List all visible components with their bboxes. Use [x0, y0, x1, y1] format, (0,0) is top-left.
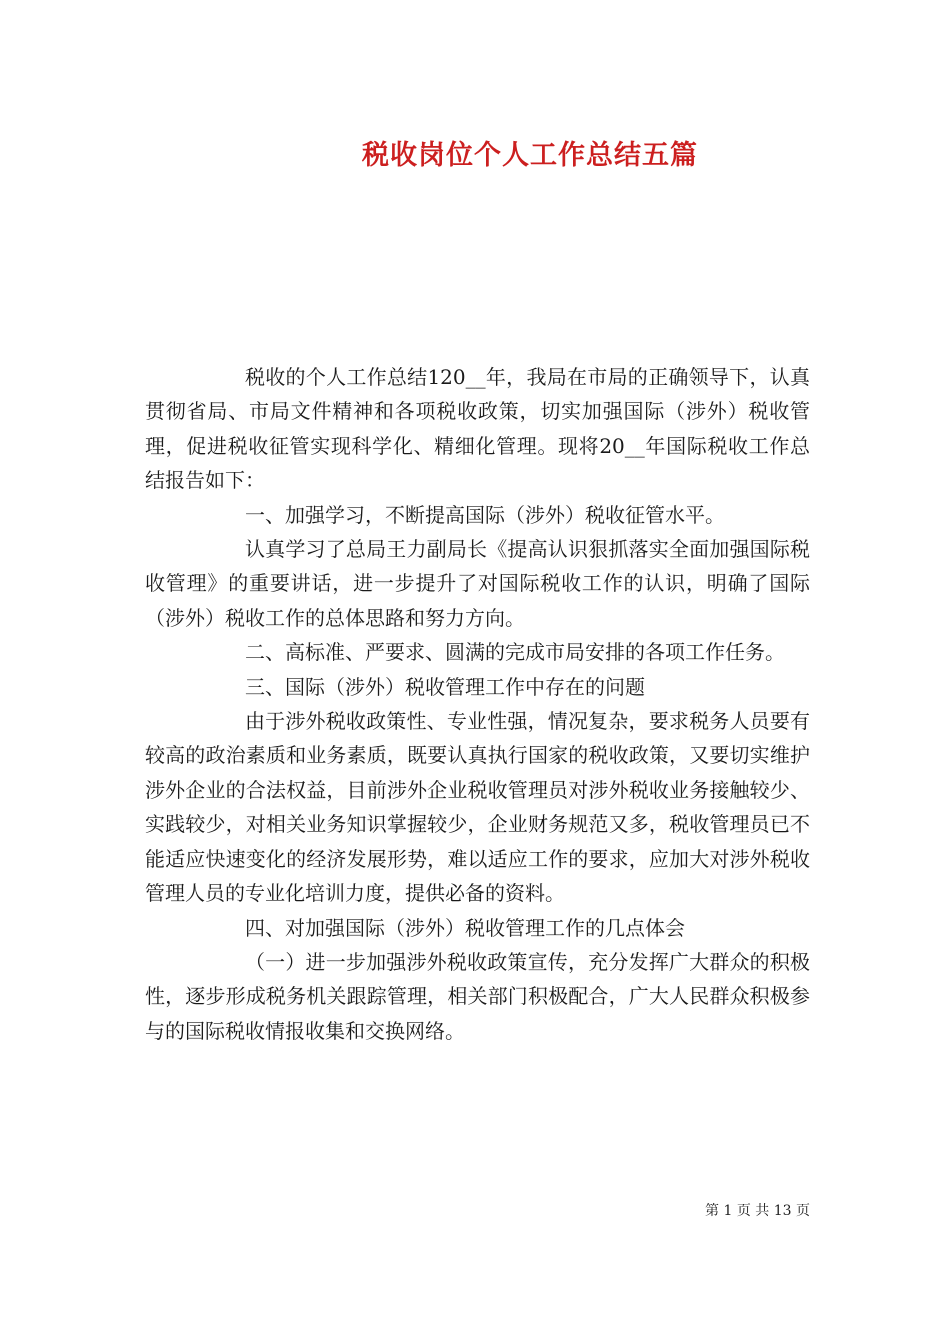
paragraph-experience-1: （一）进一步加强涉外税收政策宣传，充分发挥广大群众的积极性，逐步形成税务机关跟踪管理，相关部门积极配合，广大人民群众积极参与的国际税收情报收集和交换网络。	[145, 949, 810, 1043]
section-heading-1: 一、加强学习，不断提高国际（涉外）税收征管水平。	[245, 502, 725, 527]
section-heading-2: 二、高标准、严要求、圆满的完成市局安排的各项工作任务。	[245, 640, 785, 665]
page-title: 税收岗位个人工作总结五篇	[362, 140, 698, 171]
paragraph-problems: 由于涉外税收政策性、专业性强，情况复杂，要求税务人员要有较高的政治素质和业务素质，既要认真执行国家的税收政策，又要切实维护涉外企业的合法权益，目前涉外企业税收管理员对涉外税收业务接触较少、实践较少，对相关业务知识掌握较少，企业财务规范又多，税收管理员已不能适应快速变化的经济发展形势，难以适应工作的要求，应加大对涉外税收管理人员的专业化培训力度，提供必备的资料。	[145, 709, 810, 906]
section-heading-4: 四、对加强国际（涉外）税收管理工作的几点体会	[245, 915, 685, 940]
paragraph-study: 认真学习了总局王力副局长《提高认识狠抓落实全面加强国际税收管理》的重要讲话，进一步提升了对国际税收工作的认识，明确了国际（涉外）税收工作的总体思路和努力方向。	[145, 537, 810, 630]
section-heading-3: 三、国际（涉外）税收管理工作中存在的问题	[245, 674, 645, 699]
page-number: 第 1 页 共 13 页	[705, 1203, 810, 1219]
paragraph-intro: 税收的个人工作总结120__年，我局在市局的正确领导下，认真贯彻省局、市局文件精神和各项税收政策，切实加强国际（涉外）税收管理，促进税收征管实现科学化、精细化管理。现将20__年国际税收工作总结报告如下：	[145, 365, 810, 493]
document-body	[145, 360, 810, 1048]
